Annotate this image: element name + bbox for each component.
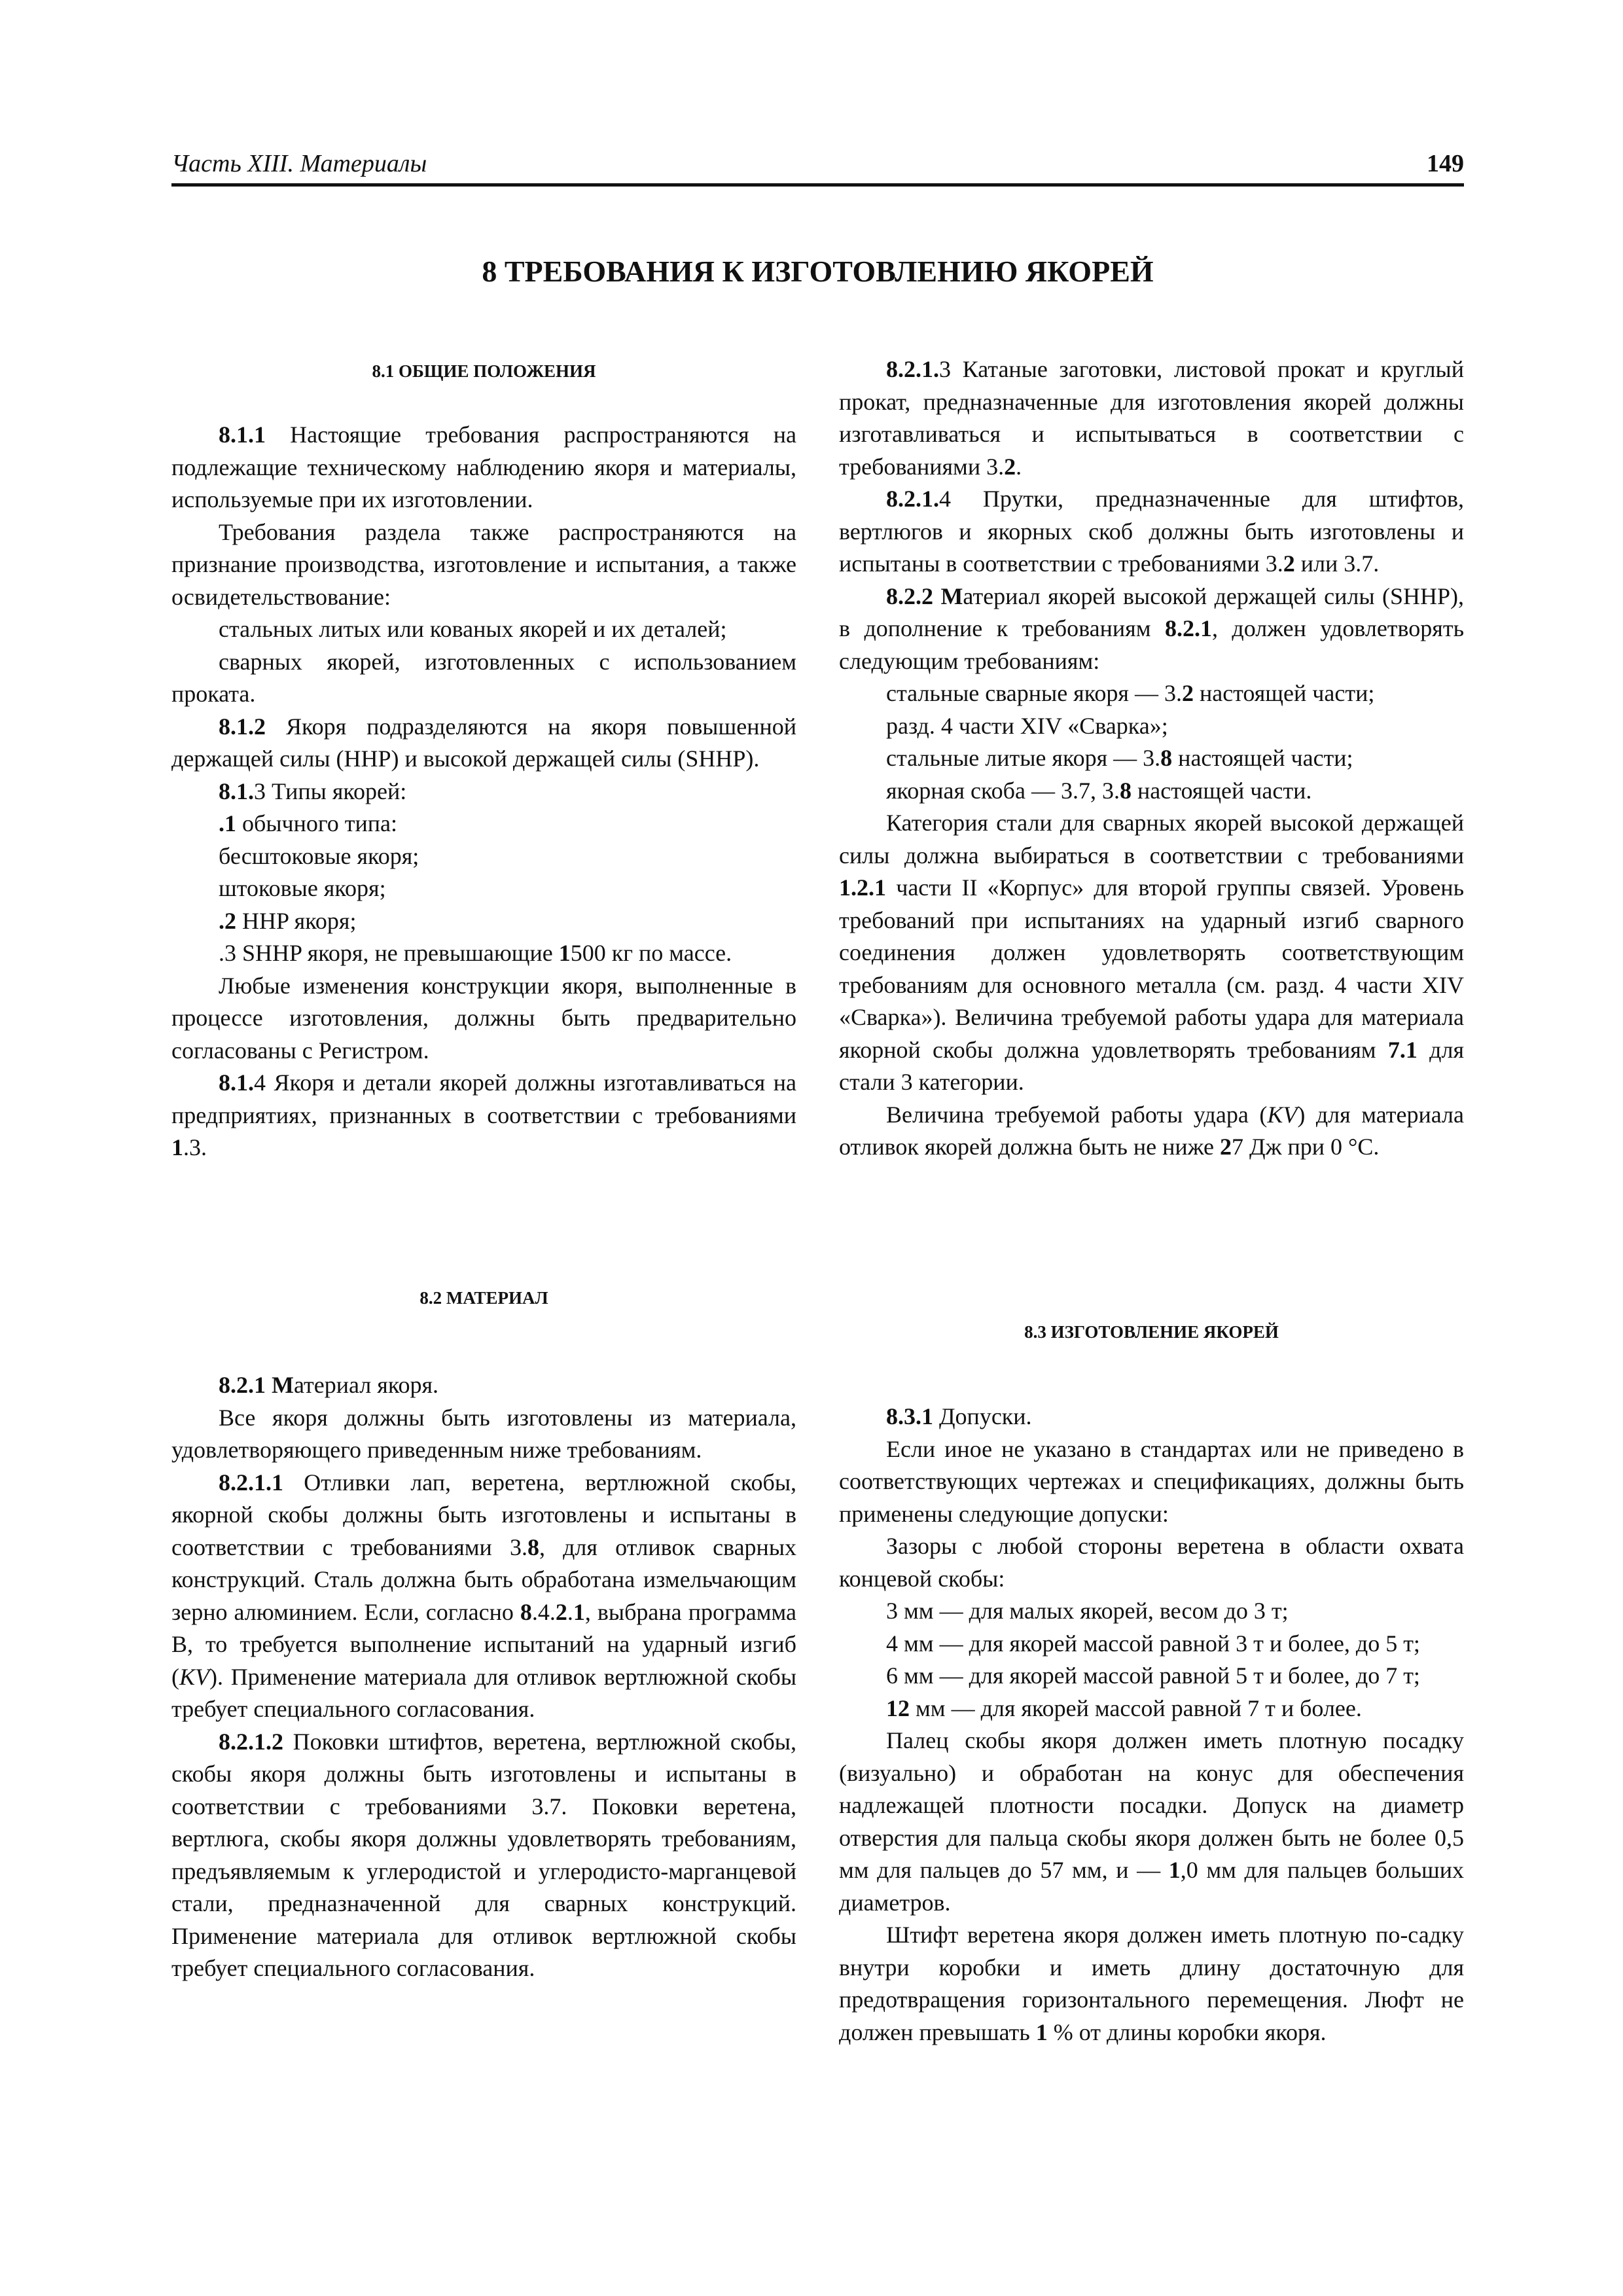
section-8-1-title: 8.1 ОБЩИЕ ПОЛОЖЕНИЯ (372, 361, 596, 381)
paragraph-text: . (1016, 453, 1022, 480)
paragraph-text: ) для материала отливок якорей должна быть не ниже (839, 1101, 1464, 1160)
clause-number: 8.3.1 (886, 1403, 933, 1429)
paragraph (839, 807, 1464, 1099)
bold-digit: 8 (527, 1534, 539, 1560)
list-item: 4 мм — для якорей массой равной 3 т и более, до 5 т; (886, 1630, 1420, 1657)
paragraph (839, 1099, 1464, 1164)
paragraph (171, 776, 796, 808)
paragraph (839, 1725, 1464, 1919)
paragraph-text: атериал якоря. (293, 1372, 439, 1398)
bold-digit: 8 (1119, 777, 1132, 804)
section-8-1-body (171, 419, 796, 1164)
paragraph-text: % от длины коробки якоря. (1047, 2018, 1327, 2045)
italic-symbol: KV (1267, 1101, 1298, 1128)
paragraph-text: или 3.7. (1294, 550, 1380, 577)
paragraph-text: мм — для якорей массой равной 7 т и более. (910, 1695, 1362, 1721)
paragraph-text: обычного типа: (236, 810, 397, 836)
clause-number: 8.2.1.2 (219, 1728, 283, 1755)
chapter-title: 8 ТРЕБОВАНИЯ К ИЗГОТОВЛЕНИЮ ЯКОРЕЙ (482, 255, 1154, 288)
paragraph: Требования раздела также распространяются на признание производства, изготовление и испытания, а также освидетельствование: (171, 518, 796, 610)
list-item: 3 мм — для малых якорей, весом до 3 т; (886, 1598, 1289, 1624)
paragraph-text: . (567, 1598, 573, 1625)
bold-digit: 2 (1181, 680, 1194, 706)
paragraph: Если иное не указано в стандартах или не приведено в соответствующих чертежах и спецификациях, должны быть применены следующие допуски: (839, 1435, 1464, 1527)
paragraph-text: якорная скоба — 3.7, 3. (886, 777, 1120, 804)
list-number: .2 (219, 907, 236, 934)
paragraph-text: Якоря подразделяются на якоря повышенной держащей силы (HHP) и высокой держащей силы (SHHP). (171, 713, 796, 772)
clause-number: 8.1.1 (219, 422, 266, 448)
paragraph-text: ). Применение материала для отливок вертлюжной скобы требует специального согласования. (171, 1663, 796, 1722)
bold-reference: 8.2.1 (1164, 615, 1212, 641)
bold-digit: 2 (1004, 453, 1016, 480)
clause-number: 8.2.1 М (219, 1372, 294, 1398)
paragraph: стальных литых или кованых якорей и их деталей; (219, 616, 727, 642)
section-8-2-body (171, 1369, 796, 1985)
bold-digit: 2 (1283, 550, 1295, 577)
paragraph-text: настоящей части. (1131, 777, 1312, 804)
clause-number: 8.1. (219, 778, 254, 804)
list-item (171, 905, 796, 938)
list-number: .1 (219, 810, 236, 836)
paragraph-text: стальные литые якоря — 3. (886, 745, 1161, 771)
paragraph-text: ,0 мм для пальцев больших диаметров. (839, 1857, 1464, 1916)
paragraph (171, 711, 796, 776)
page-number: 149 (1427, 150, 1464, 177)
bold-reference: 7.1 (1387, 1036, 1418, 1063)
paragraph: Зазоры с любой стороны веретена в области охвата концевой скобы: (839, 1533, 1464, 1592)
paragraph: сварных якорей, изготовленных с использованием проката. (171, 648, 796, 707)
bold-digit: 1 (1035, 2018, 1048, 2045)
clause-number-tail: 4 (254, 1069, 266, 1096)
paragraph-text: Допуски. (933, 1403, 1032, 1429)
paragraph-text: части II «Корпус» для второй группы связей. Уровень требований при испытаниях на ударный изгиб сварного соединения должен удовлетворять соответствующим требованиям для основного металла (см. разд. 4 части XIV «Сварка»). Величина требуемой работы удара для материала якорной скобы должна удовлетворять требованиям (839, 874, 1464, 1063)
paragraph-text: HHP якоря; (236, 907, 357, 934)
paragraph-text: для стали 3 категории. (839, 1036, 1464, 1095)
paragraph-text: , для отливок сварных конструкций. Сталь должна быть обработана измельчающим зерно алюминием. Если, согласно (171, 1534, 797, 1625)
paragraph-text: Прутки, предназначенные для штифтов, вертлюгов и якорных скоб должны быть изготовлены и испытаны в соответствии с требованиями 3. (839, 486, 1464, 577)
bold-digit: 8 (520, 1598, 532, 1625)
paragraph-text: Поковки штифтов, веретена, вертлюжной скобы, скобы якоря должны быть изготовлены и испытаны в соответствии с требованиями 3.7. Поковки веретена, вертлюга, скобы якоря должны удовлетворять требованиям, предъявляемым к углеродистой и углеродисто-марганцевой стали, предназначенной для сварных конструкций. Применение материала для отливок вертлюжной скобы требует специального согласования. (171, 1728, 796, 1981)
list-item (839, 742, 1464, 775)
paragraph-text: Палец скобы якоря должен иметь плотную посадку (визуально) и обработан на конус для обеспечения надлежащей плотности посадки. Допуск на диаметр отверстия для пальца скобы якоря должен быть не более 0,5 мм для пальцев до 57 мм, и — (839, 1727, 1464, 1883)
clause-number: 8.2.1. (886, 356, 939, 382)
bold-digit: 2 (555, 1598, 567, 1625)
paragraph (171, 419, 796, 516)
paragraph: Все якоря должны быть изготовлены из материала, удовлетворяющего приведенным ниже требованиям. (171, 1404, 796, 1463)
paragraph-text: Типы якорей: (266, 778, 407, 804)
paragraph-text: Якоря и детали якорей должны изготавливаться на предприятиях, признанных в соответствии с требованиями (171, 1069, 796, 1128)
section-8-3-title: 8.3 ИЗГОТОВЛЕНИЕ ЯКОРЕЙ (1024, 1322, 1279, 1342)
section-8-3-body (839, 1401, 1464, 2049)
list-item: 6 мм — для якорей массой равной 5 т и более, до 7 т; (886, 1662, 1420, 1689)
clause-number-tail: 3 (254, 778, 266, 804)
paragraph (839, 1919, 1464, 2049)
header-part-title: Часть XIII. Материалы (171, 150, 427, 177)
section-8-2-title: 8.2 МАТЕРИАЛ (419, 1288, 548, 1308)
paragraph-text: настоящей части; (1193, 680, 1375, 706)
bold-digit: 1 (171, 1134, 183, 1160)
paragraph-text: Штифт веретена якоря должен иметь плотную по-садку внутри коробки и иметь длину достаточную для предотвращения горизонтального перемещения. Люфт не должен превышать (839, 1922, 1464, 2045)
bold-digit: 2 (1220, 1134, 1232, 1160)
clause-number-tail: 3 (939, 356, 951, 382)
bold-reference: 1.2.1 (839, 874, 886, 901)
paragraph (171, 1067, 796, 1164)
paragraph (839, 483, 1464, 581)
bold-digit: 8 (1160, 745, 1173, 771)
paragraph-text: .4. (531, 1598, 556, 1625)
bold-digit: 1 (1168, 1857, 1181, 1883)
clause-number: 8.2.2 М (886, 583, 963, 609)
paragraph: Любые изменения конструкции якоря, выполненные в процессе изготовления, должны быть предварительно согласованы с Регистром. (171, 972, 796, 1064)
paragraph-text: 500 кг по массе. (570, 940, 732, 966)
paragraph-text: Отливки лап, веретена, вертлюжной скобы, якорной скобы должны быть изготовлены и испытаны в соответствии с требованиями 3. (171, 1469, 796, 1560)
paragraph-text: .3. (183, 1134, 207, 1160)
bold-digit: 1 (573, 1598, 585, 1625)
list-item (839, 1693, 1464, 1725)
paragraph-text: Категория стали для сварных якорей высокой держащей силы должна выбираться в соответствии с требованиями (839, 810, 1464, 869)
running-header (171, 145, 1464, 187)
list-item (839, 677, 1464, 710)
paragraph-text: .3 SHHP якоря, не превышающие (219, 940, 559, 966)
clause-number-tail: 4 (939, 486, 951, 512)
clause-number: 8.2.1.1 (219, 1469, 283, 1496)
italic-symbol: KV (179, 1663, 210, 1690)
list-item (171, 808, 796, 840)
clause-number: 8.1. (219, 1069, 254, 1096)
bold-digit: 1 (558, 940, 571, 966)
paragraph (839, 353, 1464, 483)
paragraph-text: стальные сварные якоря — 3. (886, 680, 1182, 706)
paragraph (839, 581, 1464, 678)
section-8-2-continued (839, 353, 1464, 1164)
list-item (839, 775, 1464, 808)
paragraph-text: настоящей части; (1172, 745, 1353, 771)
paragraph (171, 1467, 796, 1726)
clause-number: 8.2.1. (886, 486, 939, 512)
bold-digit: 12 (886, 1695, 910, 1721)
paragraph (171, 1726, 796, 1985)
paragraph-text: атериал якорей высокой держащей силы (SHHP), в дополнение к требованиям (839, 583, 1464, 641)
list-item: штоковые якоря; (219, 875, 386, 901)
paragraph (171, 1369, 796, 1402)
paragraph (839, 1401, 1464, 1433)
paragraph-text: 7 Дж при 0 °С. (1232, 1134, 1380, 1160)
paragraph-text: Величина требуемой работы удара ( (886, 1101, 1268, 1128)
paragraph-text: Катаные заготовки, листовой прокат и круглый прокат, предназначенные для изготовления якорей должны изготавливаться и испытываться в соответствии с требованиями 3. (839, 356, 1464, 480)
paragraph-text: , выбрана программа В, то требуется выполнение испытаний на ударный изгиб ( (171, 1598, 796, 1690)
paragraph-text: , должен удовлетворять следующим требованиям: (839, 615, 1464, 674)
paragraph-text: Настоящие требования распространяются на подлежащие техническому наблюдению якоря и материалы, используемые при их изготовлении. (171, 422, 796, 512)
clause-number: 8.1.2 (219, 713, 266, 740)
list-item (171, 937, 796, 970)
list-item: разд. 4 части XIV «Сварка»; (886, 712, 1168, 739)
list-item: бесштоковые якоря; (219, 842, 419, 869)
